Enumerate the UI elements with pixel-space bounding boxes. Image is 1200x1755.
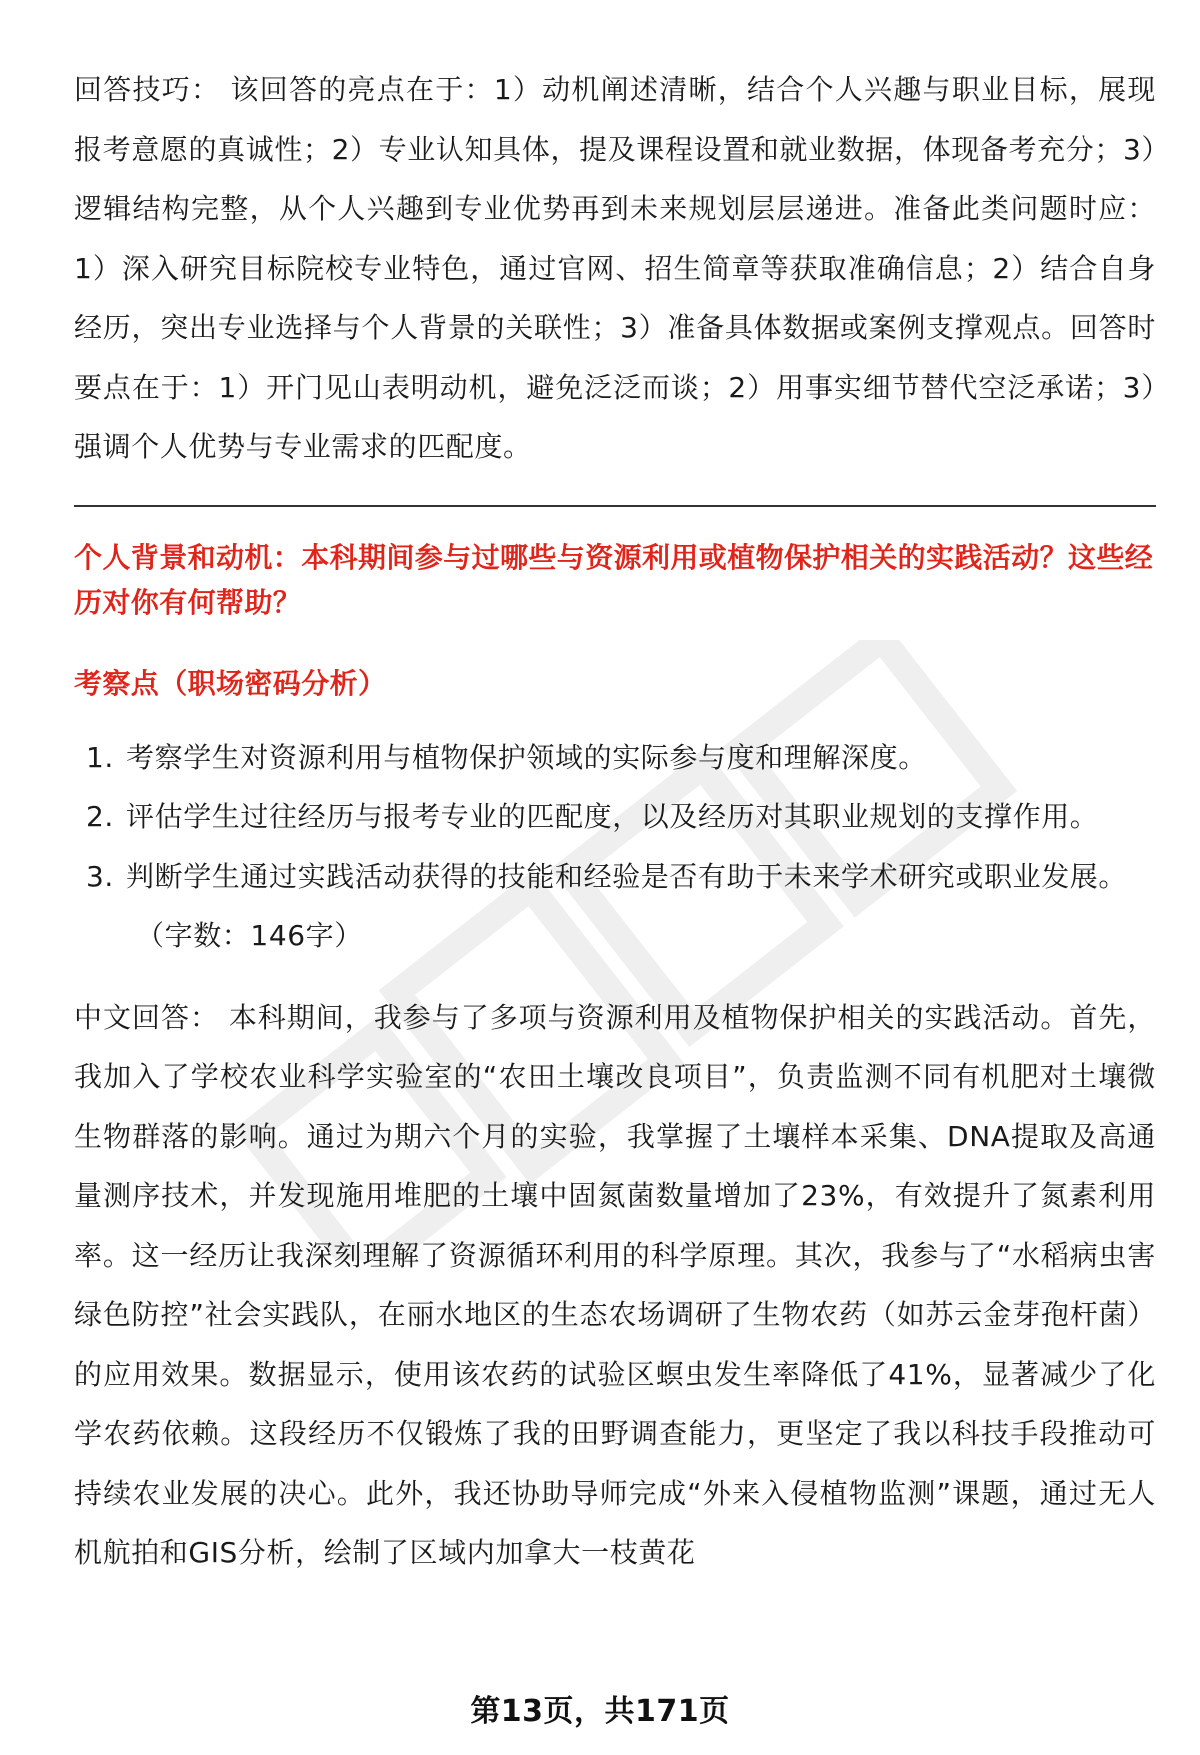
answer-tips-text: 该回答的亮点在于：1）动机阐述清晰，结合个人兴趣与职业目标，展现报考意愿的真诚性；2）专业认知具体，提及课程设置和就业数据，体现备考充分；3）逻辑结构完整，从个人兴趣到专业优势再到未来规划层层递进。准备此类问题时应：1）深入研究目标院校专业特色，通过官网、招生简章等获取准确信息；2）结合自身经历，突出专业选择与个人背景的关联性；3）准备具体数据或案例支撑观点。回答时要点在于：1）开门见山表明动机，避免泛泛而谈；2）用事实细节替代空泛承诺；3）强调个人优势与专业需求的匹配度。 — [74, 73, 1156, 463]
page-content — [74, 60, 1156, 1583]
focus-list — [74, 728, 1156, 907]
answer-tips-paragraph — [74, 60, 1156, 477]
list-item-number: 1. — [86, 740, 114, 774]
list-item-number: 2. — [86, 800, 114, 833]
list-item — [74, 847, 1156, 907]
chinese-answer-text: 本科期间，我参与了多项与资源利用及植物保护相关的实践活动。首先，我加入了学校农业科学实验室的“农田土壤改良项目”，负责监测不同有机肥对土壤微生物群落的影响。通过为期六个月的实验，我掌握了土壤样本采集、DNA提取及高通量测序技术，并发现施用堆肥的土壤中固氮菌数量增加了23%，有效提升了氮素利用率。这一经历让我深刻理解了资源循环利用的科学原理。其次，我参与了“水稻病虫害绿色防控”社会实践队，在丽水地区的生态农场调研了生物农药（如苏云金芽孢杆菌）的应用效果。数据显示，使用该农药的试验区螟虫发生率降低了41%，显著减少了化学农药依赖。这段经历不仅锻炼了我的田野调查能力，更坚定了我以科技手段推动可持续农业发展的决心。此外，我还协助导师完成“外来入侵植物监测”课题，通过无人机航拍和GIS分析，绘制了区域内加拿大一枝黄花 — [74, 1000, 1156, 1569]
page-number-footer: 第13页，共171页 — [470, 1694, 730, 1729]
answer-tips-label: 回答技巧： — [74, 73, 221, 106]
word-count: （字数：146字） — [136, 919, 363, 952]
chinese-answer-paragraph — [74, 988, 1156, 1583]
list-item-number: 3. — [86, 859, 114, 893]
section-divider — [74, 505, 1156, 507]
list-item — [74, 728, 1156, 788]
question-title: 个人背景和动机：本科期间参与过哪些与资源利用或植物保护相关的实践活动？这些经历对你有何帮助？ — [74, 540, 1154, 619]
list-item — [74, 787, 1156, 847]
chinese-answer-label: 中文回答： — [74, 1000, 219, 1034]
list-item-text: 判断学生通过实践活动获得的技能和经验是否有助于未来学术研究或职业发展。 — [126, 859, 1128, 893]
list-item-text: 评估学生过往经历与报考专业的匹配度，以及经历对其职业规划的支撑作用。 — [126, 800, 1099, 833]
list-item-text: 考察学生对资源利用与植物保护领域的实际参与度和理解深度。 — [126, 740, 927, 774]
focus-heading: 考察点（职场密码分析） — [74, 666, 387, 700]
